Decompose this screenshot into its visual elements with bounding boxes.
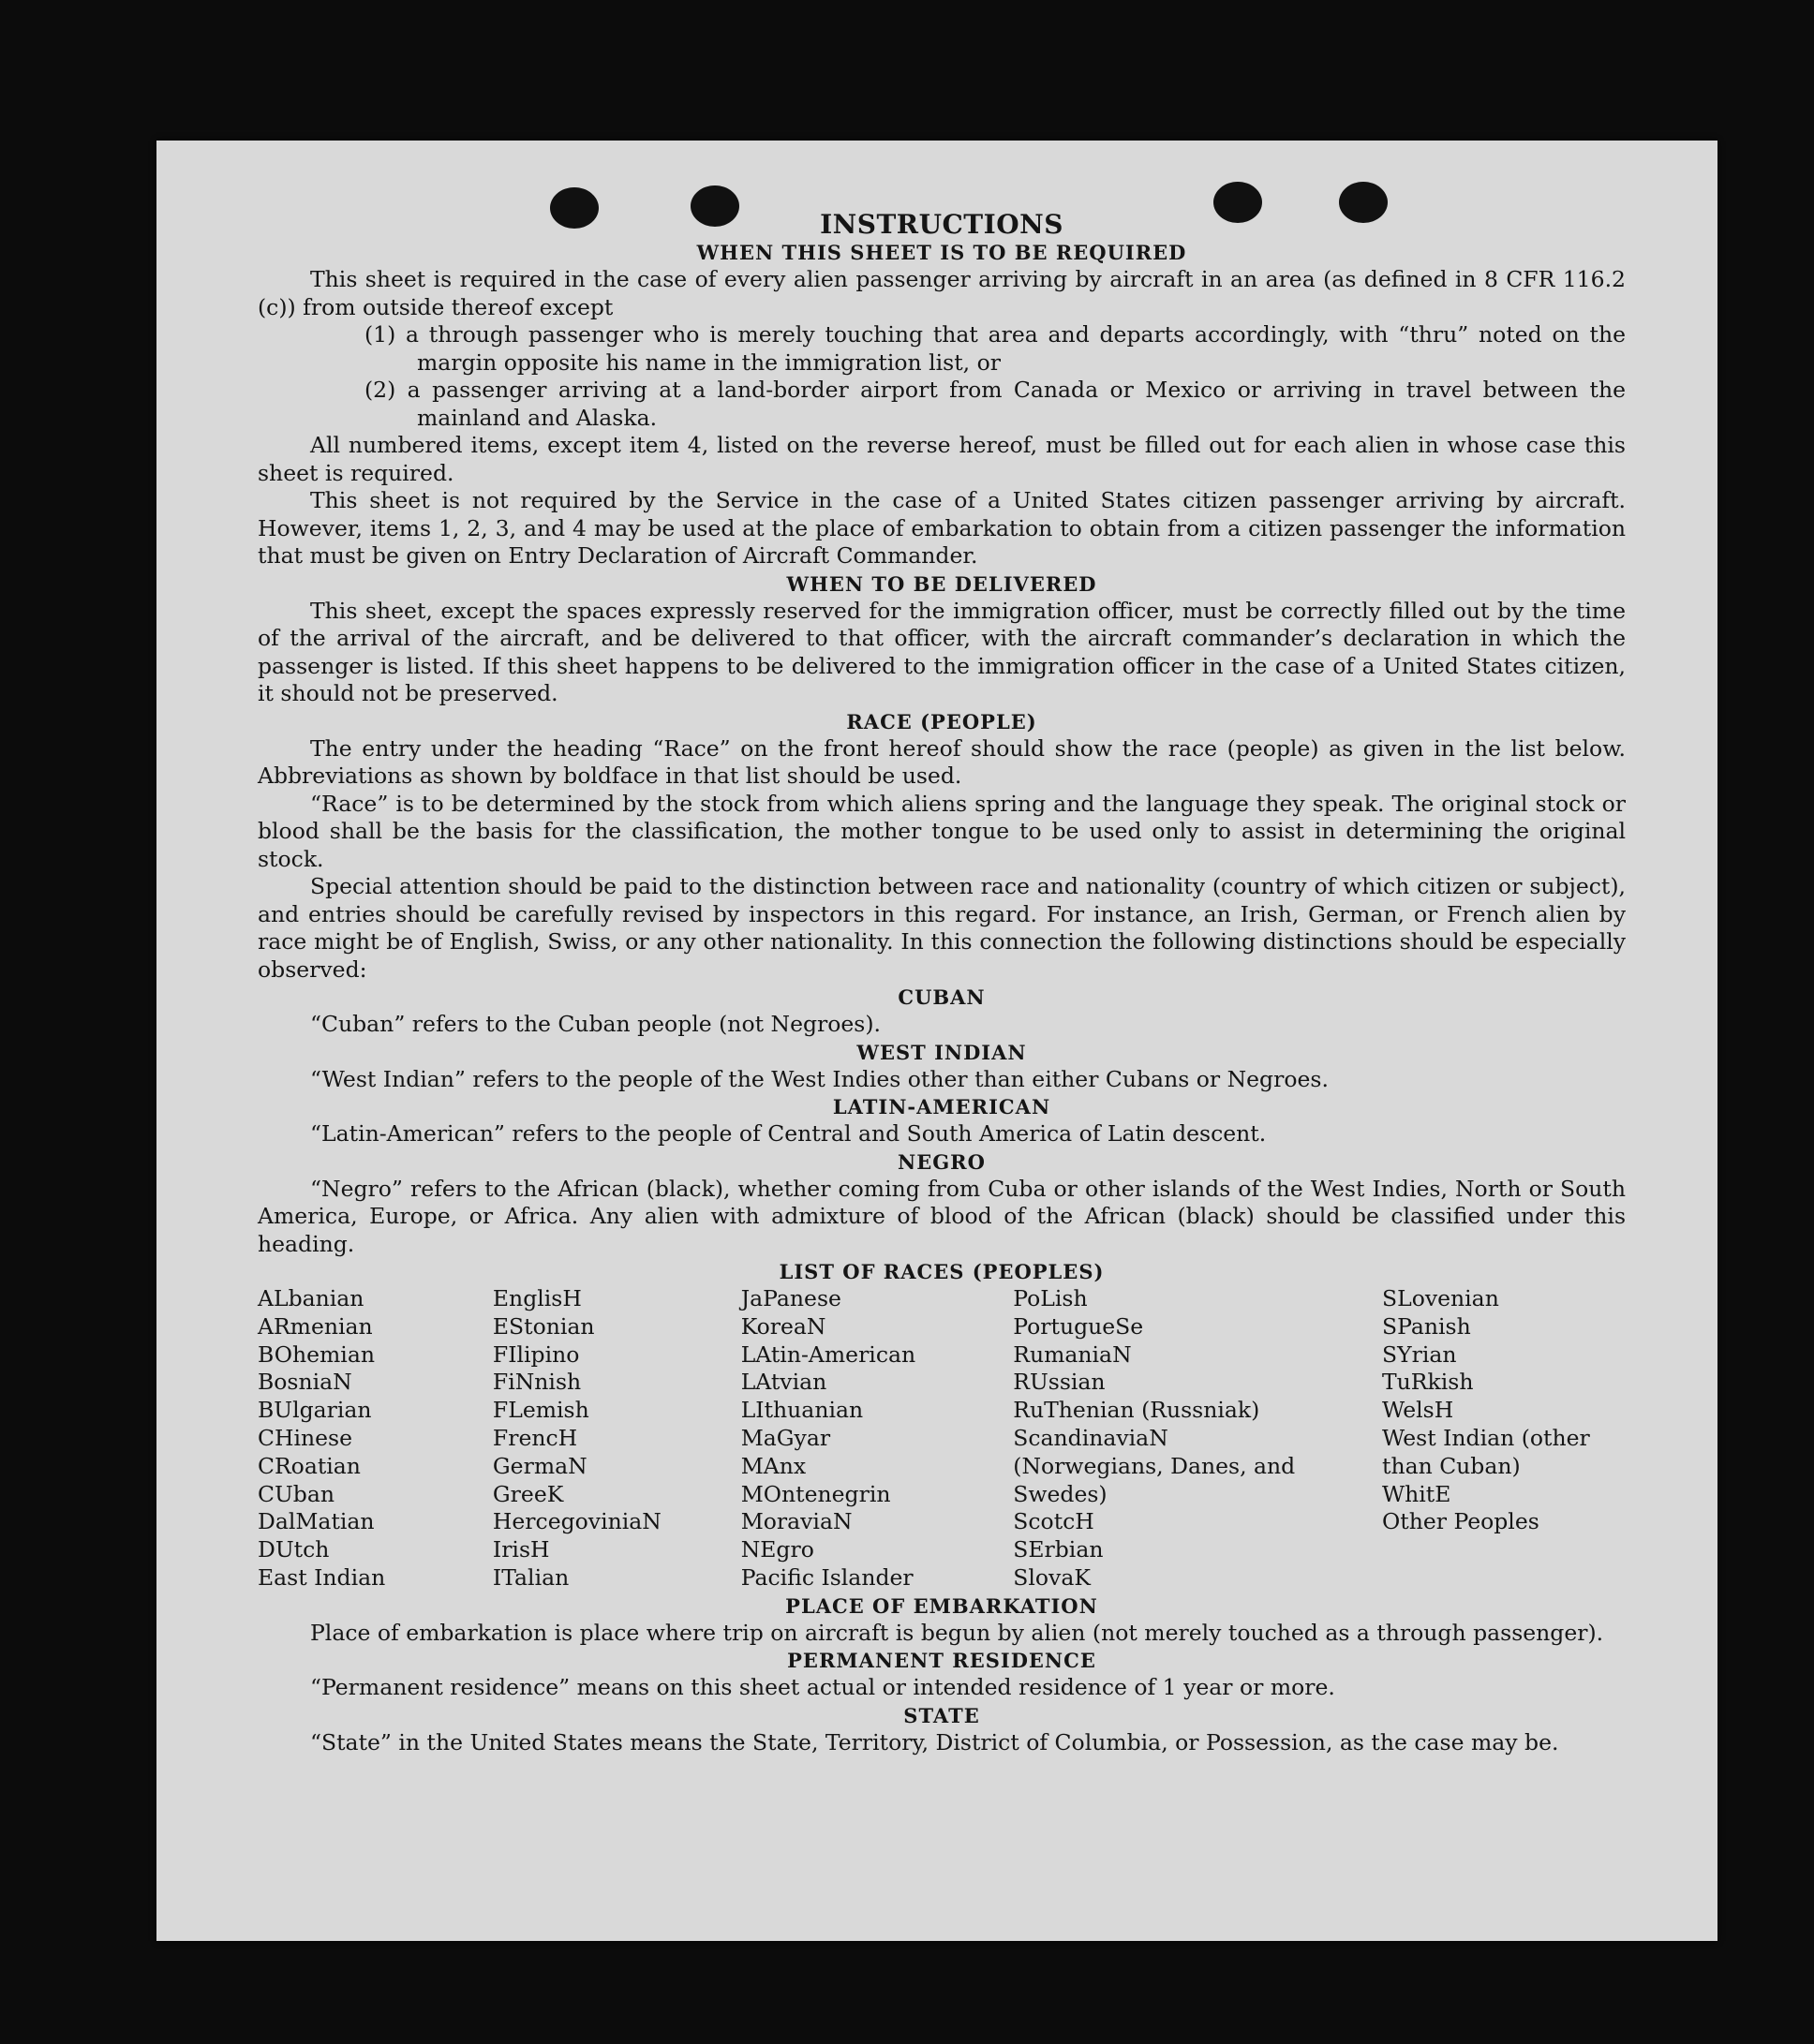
paragraph: This sheet is required in the case of every alien passenger arriving by aircraft in an area (as defined in 8 CFR 116.2 (c)) from outside thereof except	[258, 266, 1626, 320]
paragraph: This sheet is not required by the Service in the case of a United States citizen passenger arriving by aircraft. However, items 1, 2, 3, and 4 may be used at the place of embarkation to obtain from a citizen passenger the information that must be given on Entry Declaration of Aircraft Commander.	[258, 487, 1626, 569]
race-item: FrencH	[492, 1424, 578, 1451]
race-item: WelsH	[1382, 1397, 1454, 1424]
race-item: ARmenian	[258, 1312, 373, 1340]
race-column	[1013, 1285, 1382, 1592]
race-list	[258, 1285, 1626, 1592]
race-item: FiNnish	[492, 1369, 582, 1396]
race-item: GermaN	[492, 1452, 587, 1479]
race-item: BosniaN	[258, 1369, 352, 1396]
race-item: ScandinaviaN (Norwegians, Danes, and Swedes)	[1013, 1424, 1296, 1507]
page-title: INSTRUCTIONS	[820, 209, 1063, 240]
paragraph: “West Indian” refers to the people of the West Indies other than either Cubans or Negroes.	[310, 1065, 1329, 1092]
document-sheet	[156, 141, 1717, 1941]
race-column	[1382, 1285, 1626, 1592]
race-item: RuThenian (Russniak)	[1013, 1397, 1260, 1424]
race-item: Pacific Islander	[740, 1563, 914, 1591]
paragraph: This sheet, except the spaces expressly reserved for the immigration officer, must be correctly filled out by the time of the arrival of the aircraft, and be delivered to that officer, with the aircraft commander’s declaration in which the passenger is listed. If this sheet happens to be delivered to the immigration officer in the case of a United States citizen, it should not be preserved.	[258, 597, 1626, 706]
paragraph: “Permanent residence” means on this sheet actual or intended residence of 1 year or more.	[310, 1674, 1335, 1701]
race-item: SYrian	[1382, 1340, 1457, 1368]
race-item: ScotcH	[1013, 1508, 1094, 1535]
race-item: MoraviaN	[740, 1508, 853, 1535]
race-item: CUban	[258, 1480, 335, 1507]
race-item: ITalian	[492, 1563, 570, 1591]
race-item: MaGyar	[740, 1424, 831, 1451]
race-item: KoreaN	[740, 1312, 826, 1340]
race-item: GreeK	[492, 1480, 564, 1507]
paragraph: “Race” is to be determined by the stock from which aliens spring and the language they speak. The original stock or blood shall be the basis for the classification, the mother tongue to be used only to assist in determining the original stock.	[258, 790, 1626, 872]
race-item: BUlgarian	[258, 1397, 372, 1424]
race-item: ALbanian	[258, 1285, 364, 1311]
list-item: (1) a through passenger who is merely touching that area and departs accordingly, with “thru” noted on the margin opposite his name in the immigration list, or	[364, 321, 1626, 376]
paragraph: “State” in the United States means the State, Territory, District of Columbia, or Possession, as the case may be.	[310, 1728, 1559, 1755]
race-item: LIthuanian	[740, 1397, 864, 1424]
race-column	[741, 1285, 1014, 1592]
race-item: SlovaK	[1013, 1563, 1091, 1591]
race-item: DalMatian	[258, 1508, 375, 1535]
race-item: IrisH	[492, 1536, 550, 1563]
race-item: BOhemian	[258, 1340, 375, 1368]
race-item: PoLish	[1013, 1285, 1088, 1311]
race-column	[493, 1285, 741, 1592]
race-item: RUssian	[1013, 1369, 1106, 1396]
race-item: East Indian	[258, 1563, 386, 1591]
paragraph: “Latin-American” refers to the people of Central and South America of Latin descent.	[310, 1120, 1267, 1147]
race-item: WhitE	[1382, 1480, 1451, 1507]
section-heading: WHEN TO BE DELIVERED	[786, 571, 1097, 596]
paragraph: Place of embarkation is place where trip on aircraft is begun by alien (not merely touched as a through passenger).	[310, 1619, 1604, 1646]
paragraph: Special attention should be paid to the distinction between race and nationality (country of which citizen or subject), and entries should be carefully revised by inspectors in this regard. For instance, an Irish, German, or French alien by race might be of English, Swiss, or any other nationality. In this connection the following distinctions should be especially observed:	[258, 873, 1626, 983]
race-item: JaPanese	[740, 1285, 841, 1311]
race-item: FIlipino	[492, 1340, 580, 1368]
race-item: NEgro	[740, 1536, 814, 1563]
section-heading: WHEN THIS SHEET IS TO BE REQUIRED	[696, 241, 1187, 264]
section-heading: RACE (PEOPLE)	[846, 709, 1037, 733]
paragraph: All numbered items, except item 4, listed on the reverse hereof, must be filled out for each alien in whose case this sheet is required.	[258, 432, 1626, 486]
section-heading: LIST OF RACES (PEOPLES)	[779, 1260, 1105, 1283]
section-heading: STATE	[903, 1703, 980, 1727]
race-item: PortugueSe	[1013, 1312, 1144, 1340]
list-item: (2) a passenger arriving at a land-border airport from Canada or Mexico or arriving in travel between the mainland and Alaska.	[364, 377, 1626, 431]
race-item: SPanish	[1382, 1312, 1471, 1340]
paragraph: “Negro” refers to the African (black), whether coming from Cuba or other islands of the West Indies, North or South America, Europe, or Africa. Any alien with admixture of blood of the African (black) should be classified under this heading.	[258, 1175, 1626, 1257]
race-item: SErbian	[1013, 1536, 1104, 1563]
race-item: LAtin-American	[740, 1340, 916, 1368]
paragraph: “Cuban” refers to the Cuban people (not Negroes).	[310, 1011, 882, 1037]
section-heading: LATIN-AMERICAN	[832, 1095, 1051, 1118]
race-item: West Indian (other than Cuban)	[1382, 1424, 1590, 1479]
section-heading: PLACE OF EMBARKATION	[785, 1593, 1098, 1618]
paragraph: The entry under the heading “Race” on the front hereof should show the race (people) as given in the list below. Abbreviations as shown by boldface in that list should be used.	[258, 734, 1626, 789]
race-item: SLovenian	[1382, 1285, 1499, 1311]
race-item: EnglisH	[492, 1285, 582, 1311]
race-item: DUtch	[258, 1536, 330, 1563]
race-item: FLemish	[492, 1397, 589, 1424]
section-heading: PERMANENT RESIDENCE	[787, 1649, 1096, 1673]
race-item: LAtvian	[740, 1369, 827, 1396]
race-item: TuRkish	[1382, 1369, 1474, 1396]
instructions-body	[258, 211, 1626, 1756]
race-item: CRoatian	[258, 1452, 361, 1479]
race-item: Other Peoples	[1382, 1508, 1539, 1535]
race-item: EStonian	[492, 1312, 595, 1340]
race-item: CHinese	[258, 1424, 352, 1451]
race-item: MOntenegrin	[740, 1480, 891, 1507]
race-column	[258, 1285, 493, 1592]
race-item: HercegoviniaN	[492, 1508, 662, 1535]
race-item: MAnx	[740, 1452, 807, 1479]
section-heading: WEST INDIAN	[856, 1040, 1027, 1064]
race-item: RumaniaN	[1013, 1340, 1132, 1368]
section-heading: CUBAN	[898, 985, 986, 1009]
section-heading: NEGRO	[898, 1149, 986, 1174]
